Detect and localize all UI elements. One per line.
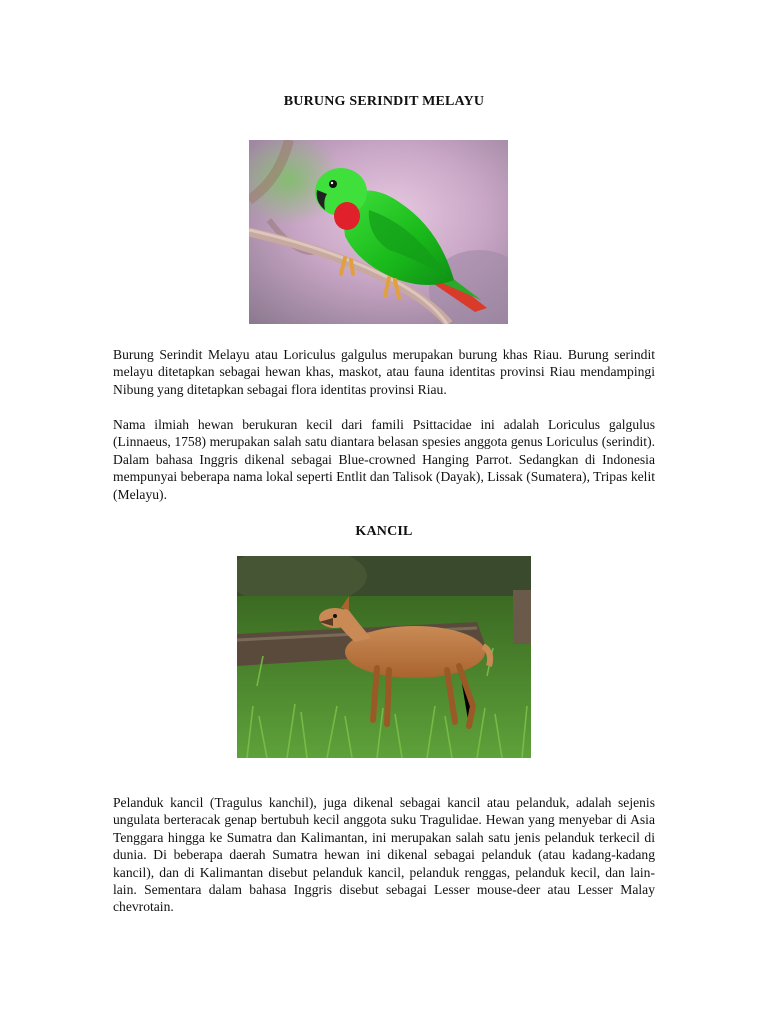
serindit-paragraph-2: Nama ilmiah hewan berukuran kecil dari famili Psittacidae ini adalah Loriculus galgulus (Linnaeus, 1758) merupakan salah satu diantara belasan spesies anggota genus Loriculus (serindit). Dalam bahasa Inggris dikenal sebagai Blue-crowned Hanging Parrot. Sedangkan di Indonesia mempunyai beberapa nama lokal seperti Entlit dan Talisok (Dayak), Lissak (Sumatera), Tripas kelit (Melayu).	[113, 417, 655, 502]
section-title-kancil: KANCIL	[355, 524, 413, 539]
mouse-deer-photo	[237, 556, 531, 758]
parrot-photo	[249, 140, 508, 324]
serindit-paragraph-1: Burung Serindit Melayu atau Loriculus galgulus merupakan burung khas Riau. Burung serindit melayu ditetapkan sebagai hewan khas, maskot, atau fauna identitas provinsi Riau mendampingi Nibung yang ditetapkan sebagai flora identitas provinsi Riau.	[113, 347, 655, 397]
kancil-paragraph-1: Pelanduk kancil (Tragulus kanchil), juga dikenal sebagai kancil atau pelanduk, adalah sejenis ungulata berteracak genap bertubuh kecil anggota suku Tragulidae. Hewan yang menyebar di Asia Tenggara hingga ke Sumatra dan Kalimantan, ini merupakan salah satu jenis pelanduk terkecil di dunia. Di beberapa daerah Sumatra hewan ini dikenal sebagai pelanduk (atau kadang-kadang kancil), dan di Kalimantan disebut pelanduk kancil, pelanduk renggas, pelanduk kecil, dan lain-lain. Sementara dalam bahasa Inggris disebut sebagai Lesser mouse-deer atau Lesser Malay chevrotain.	[113, 795, 655, 915]
section-title-serindit: BURUNG SERINDIT MELAYU	[283, 94, 485, 109]
